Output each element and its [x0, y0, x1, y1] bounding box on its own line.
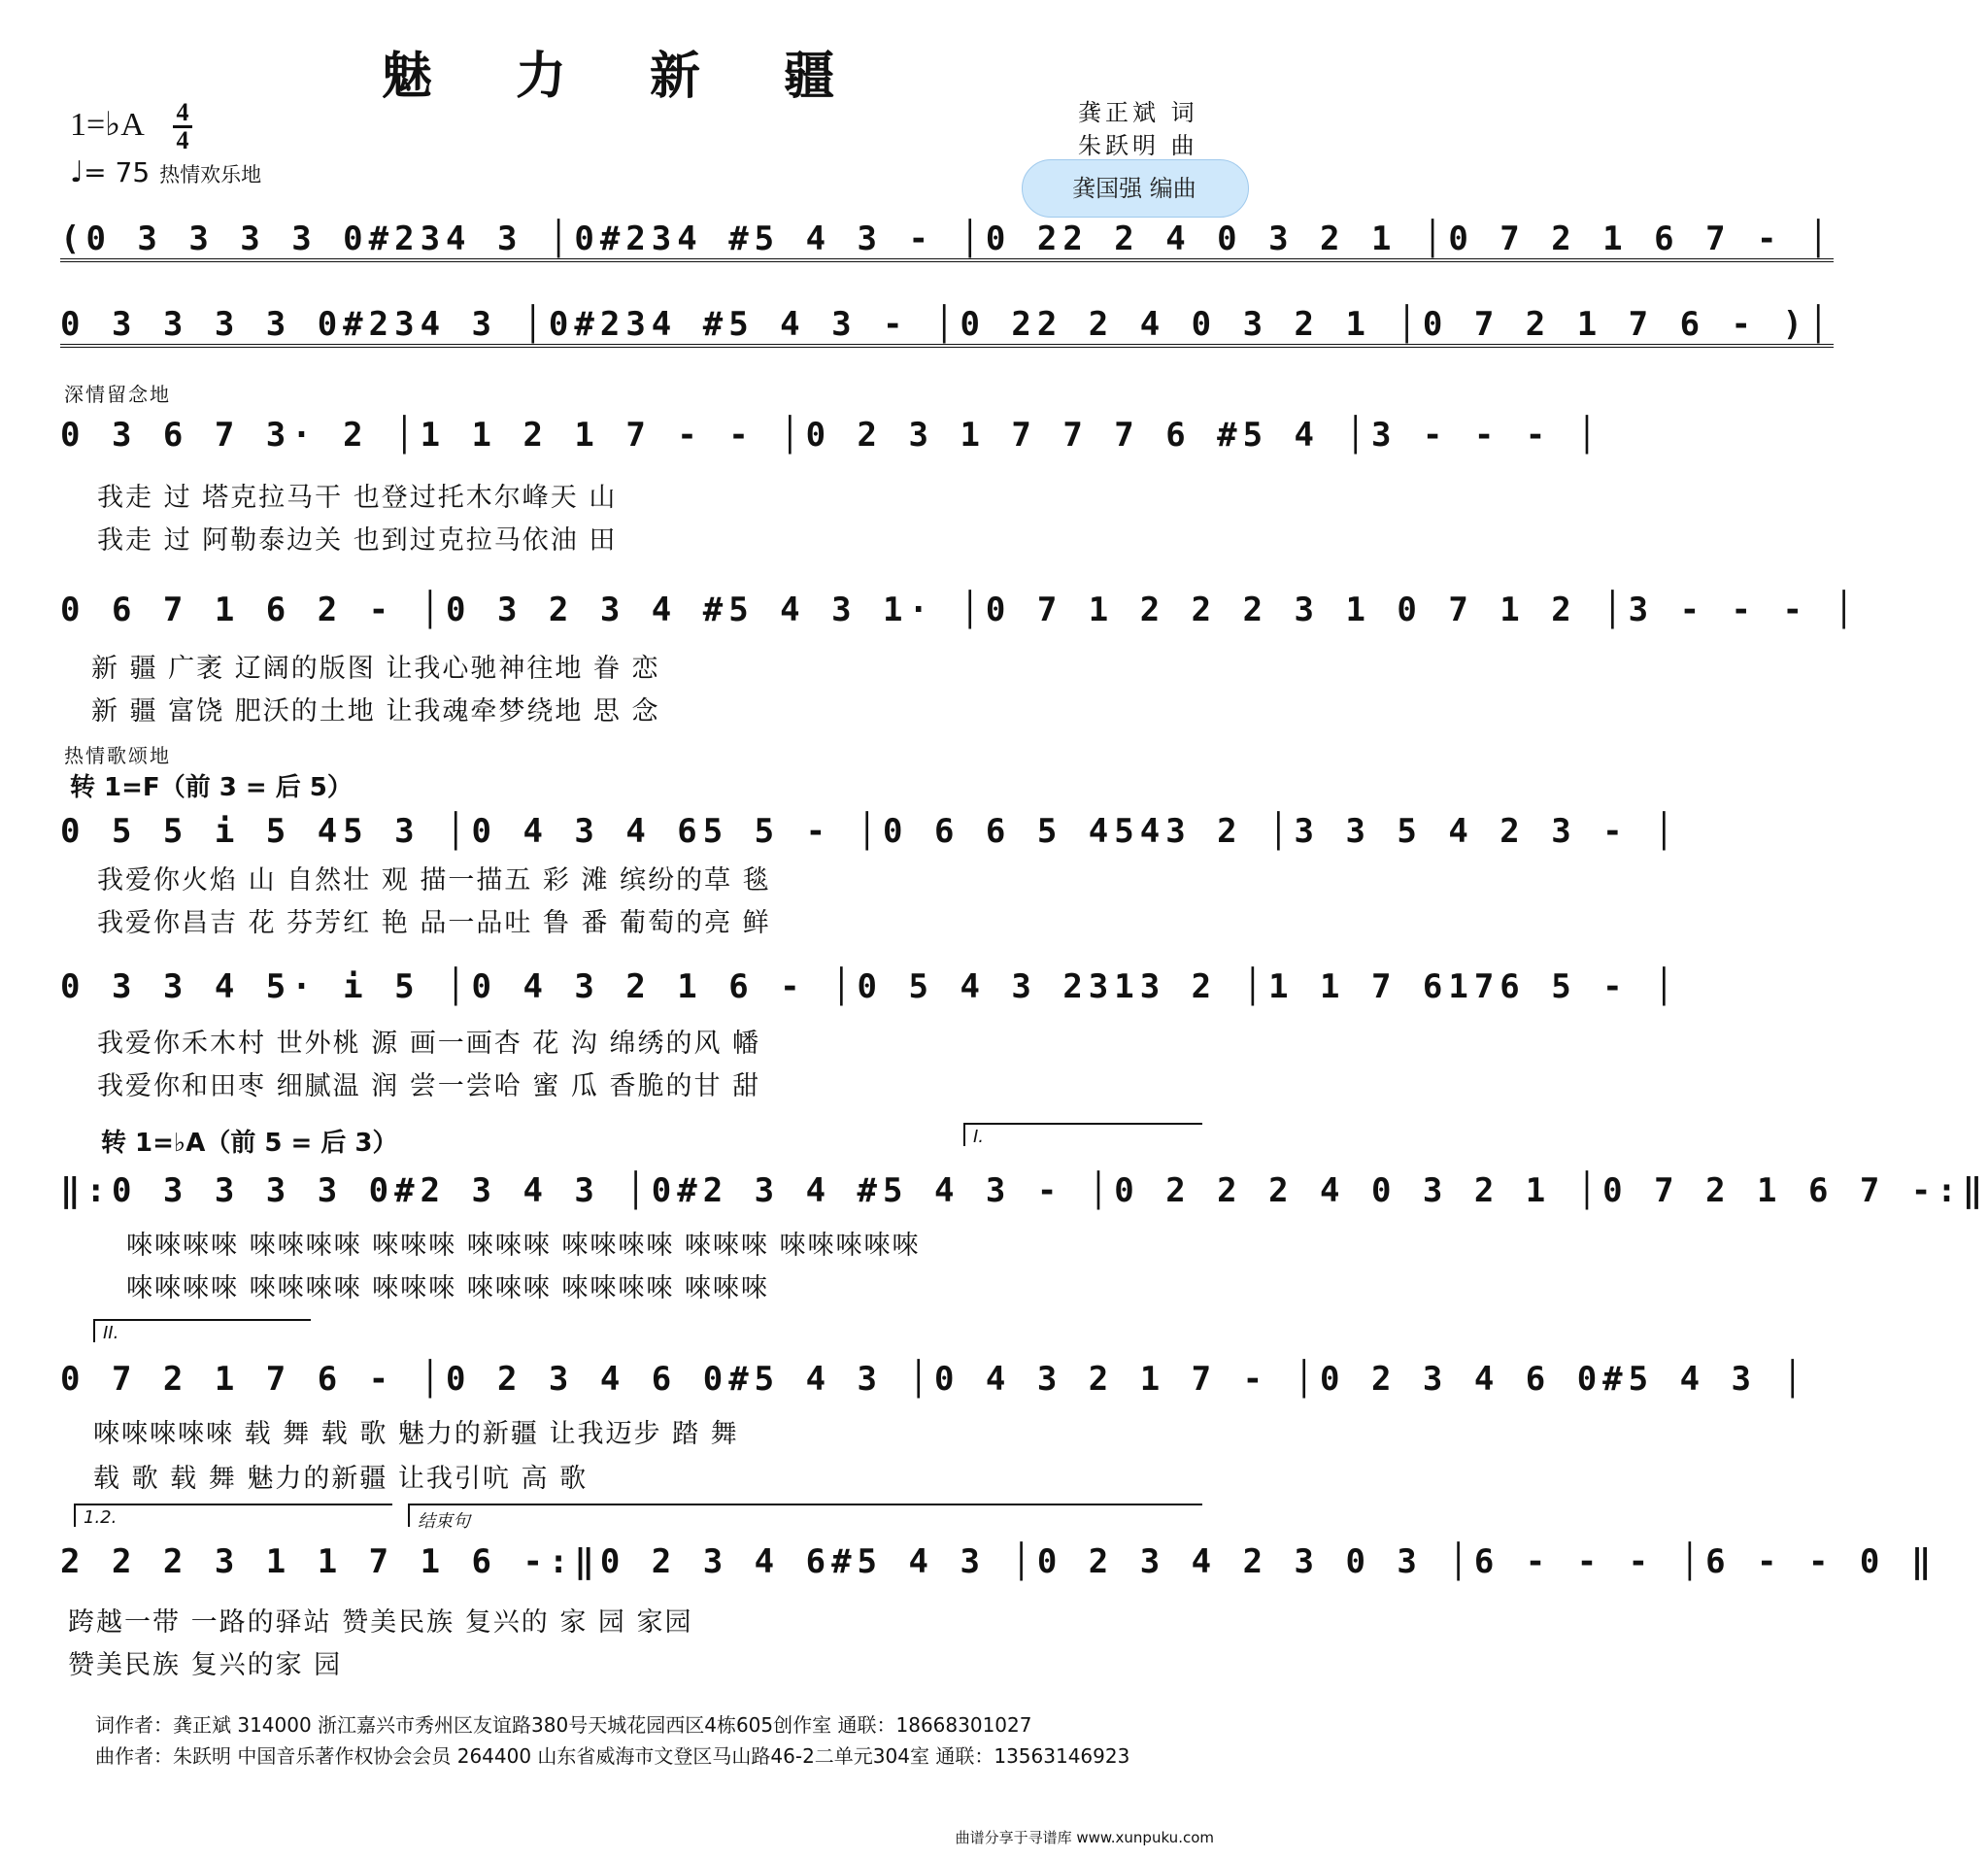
lyric-line: 新 疆 广袤 辽阔的版图 让我心驰神往地 眷 恋 [91, 654, 660, 684]
volta-bracket [963, 1123, 1202, 1146]
lyric-line: 唻唻唻唻 唻唻唻唻 唻唻唻 唻唻唻 唻唻唻唻 唻唻唻 唻唻唻唻唻 [126, 1231, 921, 1261]
score-system-1: (0 3 3 3 3 0#234 3 │0#234 #5 4 3 - │0 22 2 4 0 3 2 1 │0 7 2 1 6 7 - │ [60, 220, 1834, 262]
volta-bracket [93, 1319, 311, 1342]
lyric-line: 唻唻唻唻 唻唻唻唻 唻唻唻 唻唻唻 唻唻唻唻 唻唻唻 [126, 1273, 769, 1303]
coda-label: 结束句 [418, 1511, 470, 1532]
composer-credit: 朱跃明 曲 [1078, 132, 1198, 159]
lyricist-contact: 词作者：龚正斌 314000 浙江嘉兴市秀州区友谊路380号天城花园西区4栋605创作室 通联：18668301027 [95, 1713, 1032, 1737]
lyric-line: 载 歌 载 舞 魅力的新疆 让我引吭 高 歌 [93, 1464, 589, 1494]
composer-contact: 曲作者：朱跃明 中国音乐著作权协会会员 264400 山东省威海市文登区马山路46-2二单元304室 通联：13563146923 [95, 1744, 1130, 1768]
score-system-3: 0 3 6 7 3· 2 │1 1 2 1 7 - - │0 2 3 1 7 7 7 6 #5 4 │3 - - - │ [60, 416, 1603, 455]
page-title: 魅 力 新 疆 [381, 47, 868, 106]
lyric-line: 我爱你禾木村 世外桃 源 画一画杏 花 沟 绵绣的风 幡 [97, 1029, 761, 1059]
tempo-bpm: = 75 [84, 156, 151, 188]
lyric-line: 我走 过 阿勒泰边关 也到过克拉马依油 田 [97, 525, 618, 556]
score-system-5: 0 5 5 i 5 45 3 │0 4 3 4 65 5 - │0 6 6 5 4543 2 │3 3 5 4 2 3 - │ [60, 812, 1680, 851]
source-watermark: 曲谱分享于寻谱库 www.xunpuku.com [955, 1829, 1214, 1846]
score-system-7: ‖:0 3 3 3 3 0#2 3 4 3 │0#2 3 4 #5 4 3 - │0 2 2 2 4 0 3 2 1 │0 7 2 1 6 7 -:‖ [60, 1171, 1988, 1210]
expression-mark: 热情歌颂地 [64, 744, 171, 767]
lyric-line: 我爱你昌吉 花 芬芳红 艳 品一品吐 鲁 番 葡萄的亮 鲜 [97, 908, 771, 938]
lyric-line: 唻唻唻唻唻 载 舞 载 歌 魅力的新疆 让我迈步 踏 舞 [93, 1419, 739, 1449]
lyric-line: 新 疆 富饶 肥沃的土地 让我魂牵梦绕地 思 念 [91, 696, 660, 727]
volta-label: I. [973, 1127, 985, 1147]
score-system-8: 0 7 2 1 7 6 - │0 2 3 4 6 0#5 4 3 │0 4 3 2 1 7 - │0 2 3 4 6 0#5 4 3 │ [60, 1360, 1808, 1399]
key-signature: 1=♭A [70, 107, 145, 143]
modulation-mark: 转 1=F（前 3 = 后 5） [70, 773, 353, 802]
time-signature-bottom: 4 [176, 126, 189, 154]
quarter-note-icon: ♩ [70, 155, 84, 189]
volta-label: II. [103, 1323, 119, 1343]
tempo-marking [70, 155, 261, 189]
score-system-9: 2 2 2 3 1 1 7 1 6 -:‖0 2 3 4 6#5 4 3 │0 2 3 4 2 3 0 3 │6 - - - │6 - - 0 ‖ [60, 1542, 1937, 1581]
lyric-line: 我爱你和田枣 细腻温 润 尝一尝哈 蜜 瓜 香脆的甘 甜 [97, 1071, 761, 1101]
lyric-line: 赞美民族 复兴的家 园 [68, 1650, 343, 1680]
lyricist-credit: 龚正斌 词 [1078, 99, 1198, 126]
score-system-2: 0 3 3 3 3 0#234 3 │0#234 #5 4 3 - │0 22 2 4 0 3 2 1 │0 7 2 1 7 6 - )│ [60, 305, 1834, 348]
modulation-mark: 转 1=♭A（前 5 = 后 3） [101, 1129, 398, 1158]
expression-mark: 深情留念地 [64, 383, 171, 406]
lyric-line: 跨越一带 一路的驿站 赞美民族 复兴的 家 园 家园 [68, 1607, 693, 1638]
score-system-6: 0 3 3 4 5· i 5 │0 4 3 2 1 6 - │0 5 4 3 2313 2 │1 1 7 6176 5 - │ [60, 967, 1680, 1006]
coda-bracket [408, 1504, 1202, 1532]
volta-label: 1.2. [84, 1507, 118, 1528]
time-signature [173, 98, 192, 154]
score-system-4: 0 6 7 1 6 2 - │0 3 2 3 4 #5 4 3 1· │0 7 1 2 2 2 3 1 0 7 1 2 │3 - - - │ [60, 591, 1860, 629]
time-signature-top: 4 [176, 98, 189, 126]
arranger-credit: 龚国强 编曲 [1072, 175, 1196, 202]
lyric-line: 我爱你火焰 山 自然壮 观 描一描五 彩 滩 缤纷的草 毯 [97, 865, 771, 896]
lyric-line: 我走 过 塔克拉马干 也登过托木尔峰天 山 [97, 483, 618, 513]
tempo-mood: 热情欢乐地 [159, 163, 262, 186]
volta-bracket [74, 1504, 392, 1527]
